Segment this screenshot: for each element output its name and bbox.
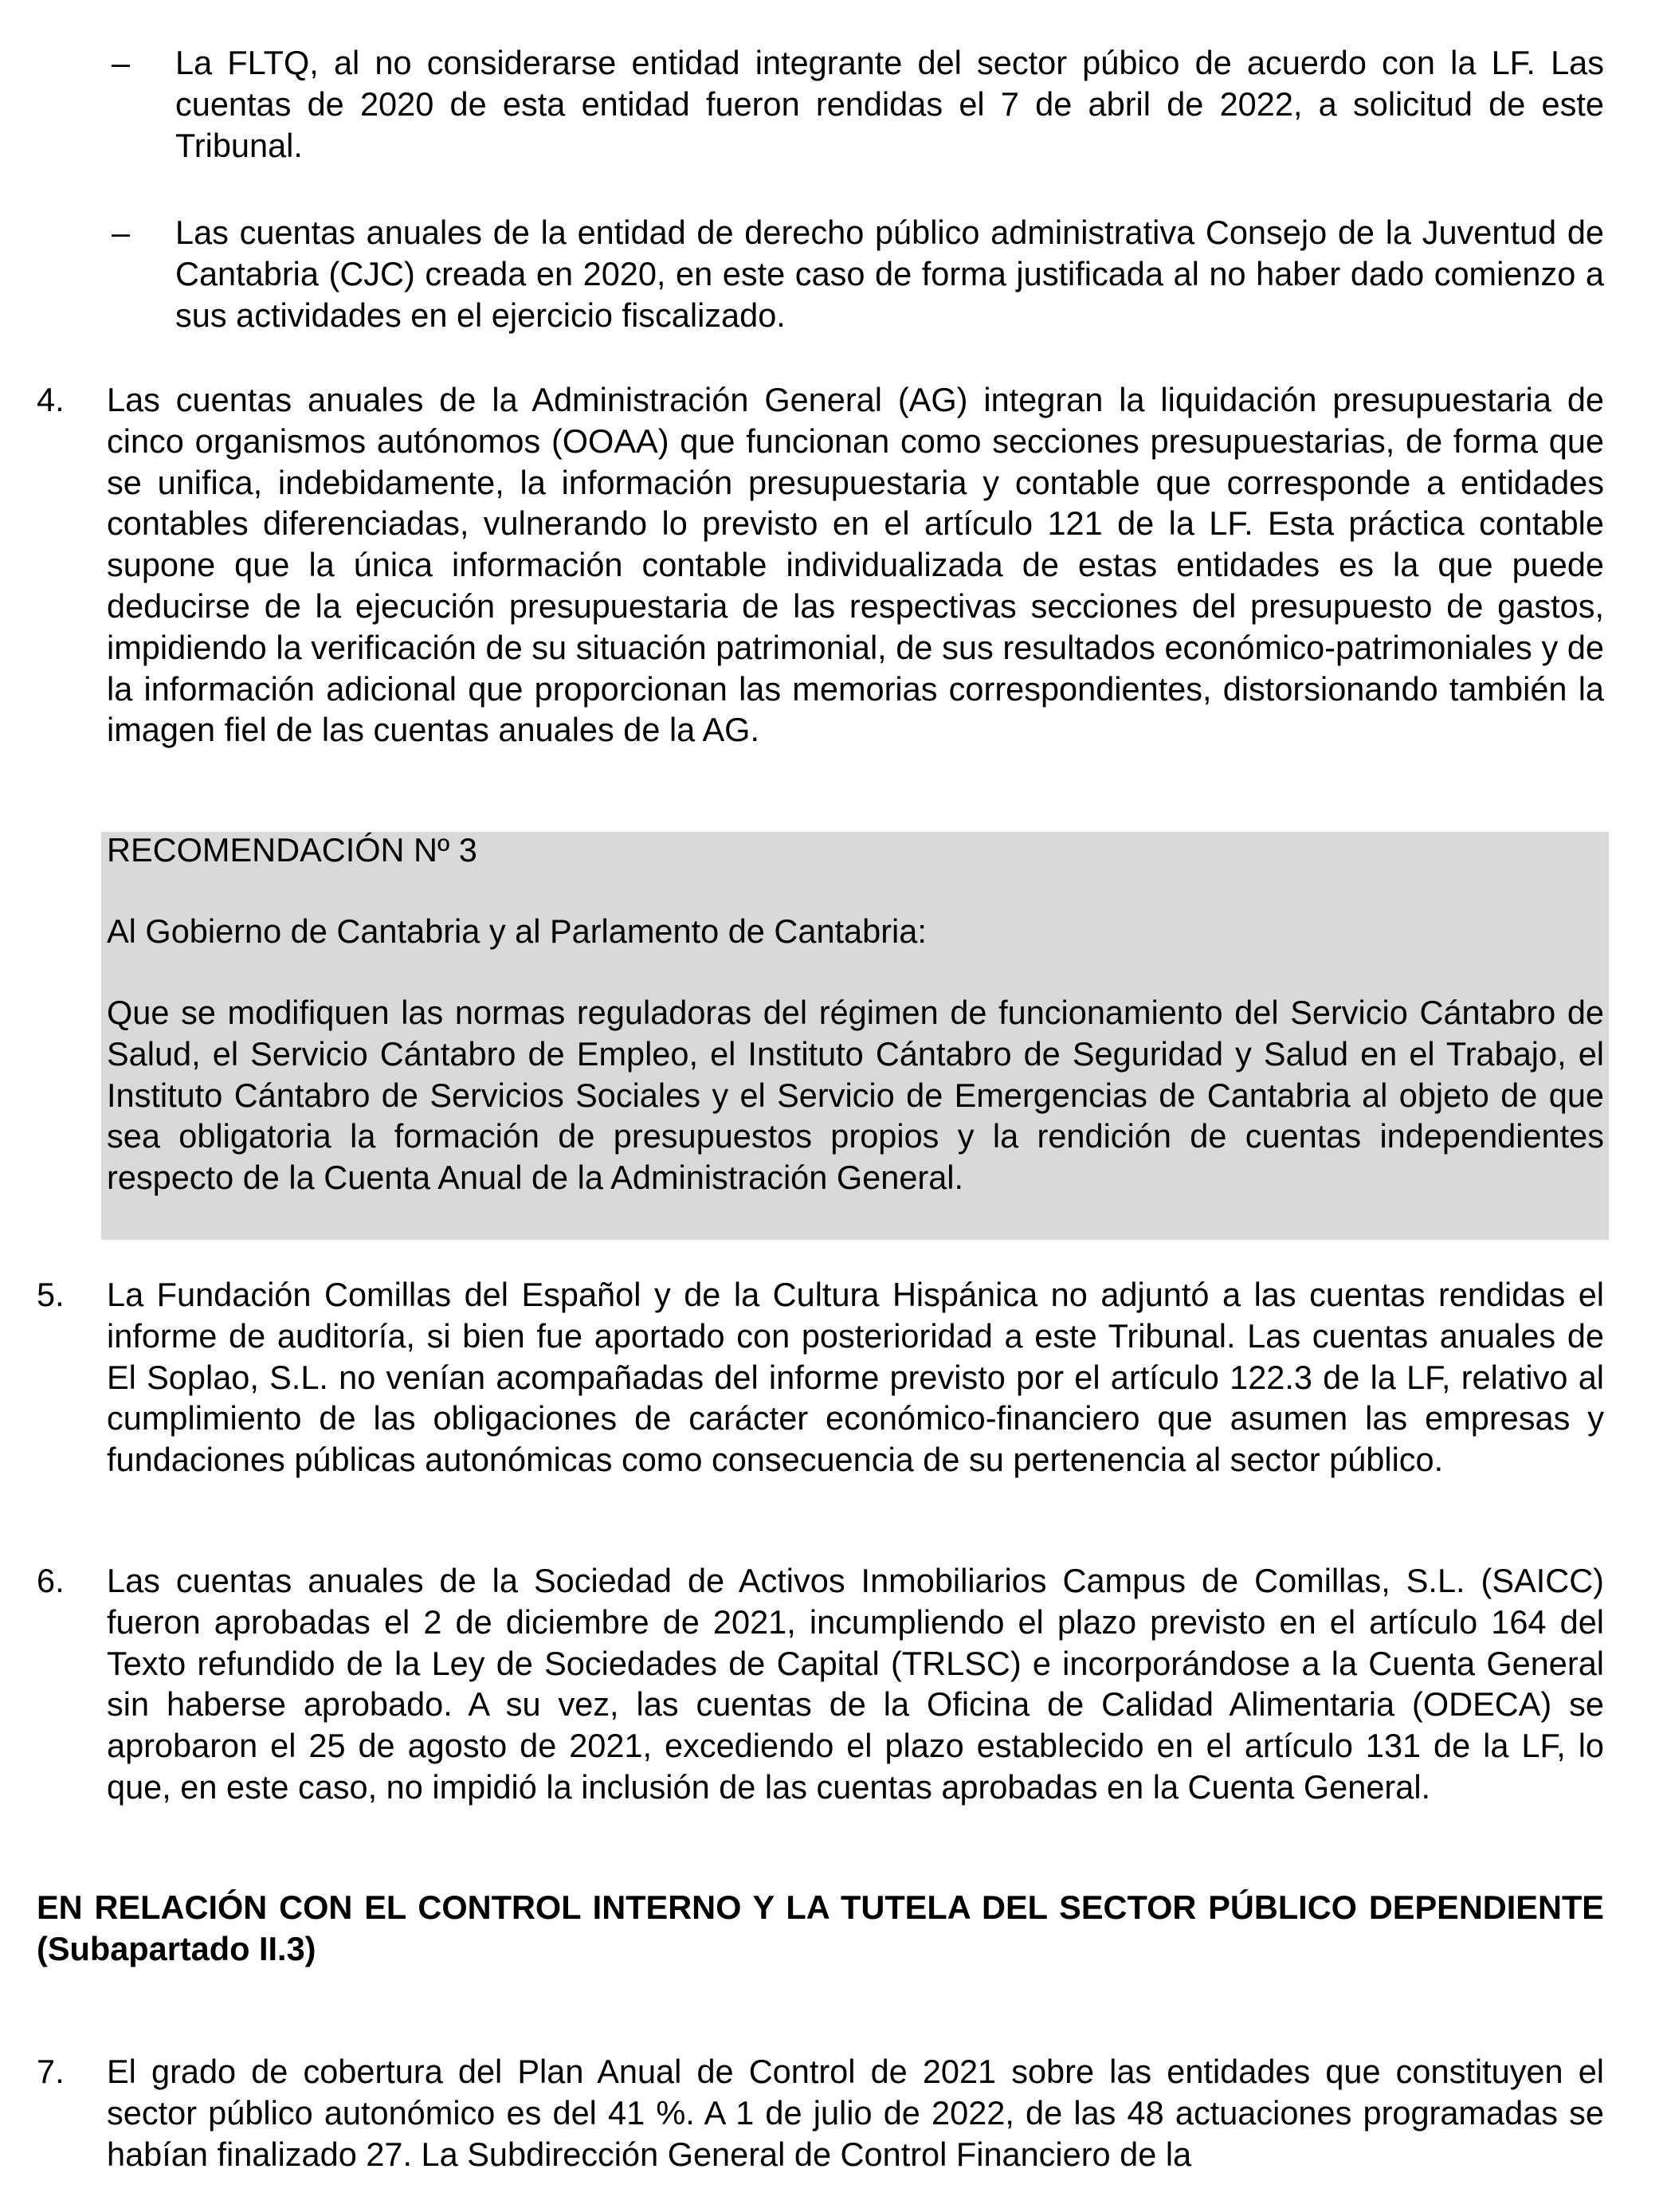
bullet-paragraph-fltq: La FLTQ, al no considerarse entidad integrante del sector púbico de acuerdo con la LF. Las cuentas de 2020 de esta entidad fueron rendidas el 7 de abril de 2022, a solicitud de este Tribunal. [175, 44, 1604, 164]
recommendation-body: Que se modifiquen las normas reguladoras del régimen de funcionamiento del Servicio Cántabro de Salud, el Servicio Cántabro de Empleo, el Instituto Cántabro de Seguridad y Salud en el Trabajo, el Instituto Cántabro de Servicios Sociales y el Servicio de Emergencias de Cantabria al objeto de que sea obligatoria la formación de presupuestos propios y la rendición de cuentas independientes respecto de la Cuenta Anual de la Administración General. [107, 994, 1604, 1197]
item-paragraph-5: La Fundación Comillas del Español y de la Cultura Hispánica no adjuntó a las cuentas rendidas el informe de auditoría, si bien fue aportado con posterioridad a este Tribunal. Las cuentas anuales de El Soplao, S.L. no venían acompañadas del informe previsto por el artículo 122.3 de la LF, relativo al cumplimiento de las obligaciones de carácter económico-financiero que asumen las empresas y fundaciones públicas autonómicas como consecuencia de su pertenencia al sector público. [107, 1276, 1604, 1479]
recommendation-title: RECOMENDACIÓN Nº 3 [107, 831, 477, 869]
item-number: 5. [37, 1276, 65, 1313]
dash-bullet-marker: – [112, 214, 131, 251]
item-paragraph-6: Las cuentas anuales de la Sociedad de Activos Inmobiliarios Campus de Comillas, S.L. (SAICC) fueron aprobadas el 2 de diciembre de 2021, incumpliendo el plazo previsto en el artículo 164 del Texto refundido de la Ley de Sociedades de Capital (TRLSC) e incorporándose a la Cuenta General sin haberse aprobado. A su vez, las cuentas de la Oficina de Calidad Alimentaria (ODECA) se aprobaron el 25 de agosto de 2021, excediendo el plazo establecido en el artículo 131 de la LF, lo que, en este caso, no impidió la inclusión de las cuentas aprobadas en la Cuenta General. [107, 1562, 1604, 1806]
dash-bullet-marker: – [112, 44, 131, 81]
item-number: 6. [37, 1562, 65, 1599]
recommendation-addressee: Al Gobierno de Cantabria y al Parlamento de Cantabria: [107, 912, 927, 950]
bullet-paragraph-cjc: Las cuentas anuales de la entidad de derecho público administrativa Consejo de la Juventud de Cantabria (CJC) creada en 2020, en este caso de forma justificada al no haber dado comienzo a sus actividades en el ejercicio fiscalizado. [175, 214, 1604, 334]
item-paragraph-4: Las cuentas anuales de la Administración General (AG) integran la liquidación presupuestaria de cinco organismos autónomos (OOAA) que funcionan como secciones presupuestarias, de forma que se unifica, indebidamente, la información presupuestaria y contable que corresponde a entidades contables diferenciadas, vulnerando lo previsto en el artículo 121 de la LF. Esta práctica contable supone que la única información contable individualizada de estas entidades es la que puede deducirse de la ejecución presupuestaria de las respectivas secciones del presupuesto de gastos, impidiendo la verificación de su situación patrimonial, de sus resultados económico-patrimoniales y de la información adicional que proporcionan las memorias correspondientes, distorsionando también la imagen fiel de las cuentas anuales de la AG. [107, 381, 1604, 749]
item-number: 7. [37, 2053, 65, 2090]
item-paragraph-7: El grado de cobertura del Plan Anual de Control de 2021 sobre las entidades que constituyen el sector público autonómico es del 41 %. A 1 de julio de 2022, de las 48 actuaciones programadas se habían finalizado 27. La Subdirección General de Control Financiero de la [107, 2053, 1604, 2173]
section-heading: EN RELACIÓN CON EL CONTROL INTERNO Y LA TUTELA DEL SECTOR PÚBLICO DEPENDIENTE (Subapartado II.3) [37, 1888, 1604, 1967]
item-number: 4. [37, 381, 65, 418]
